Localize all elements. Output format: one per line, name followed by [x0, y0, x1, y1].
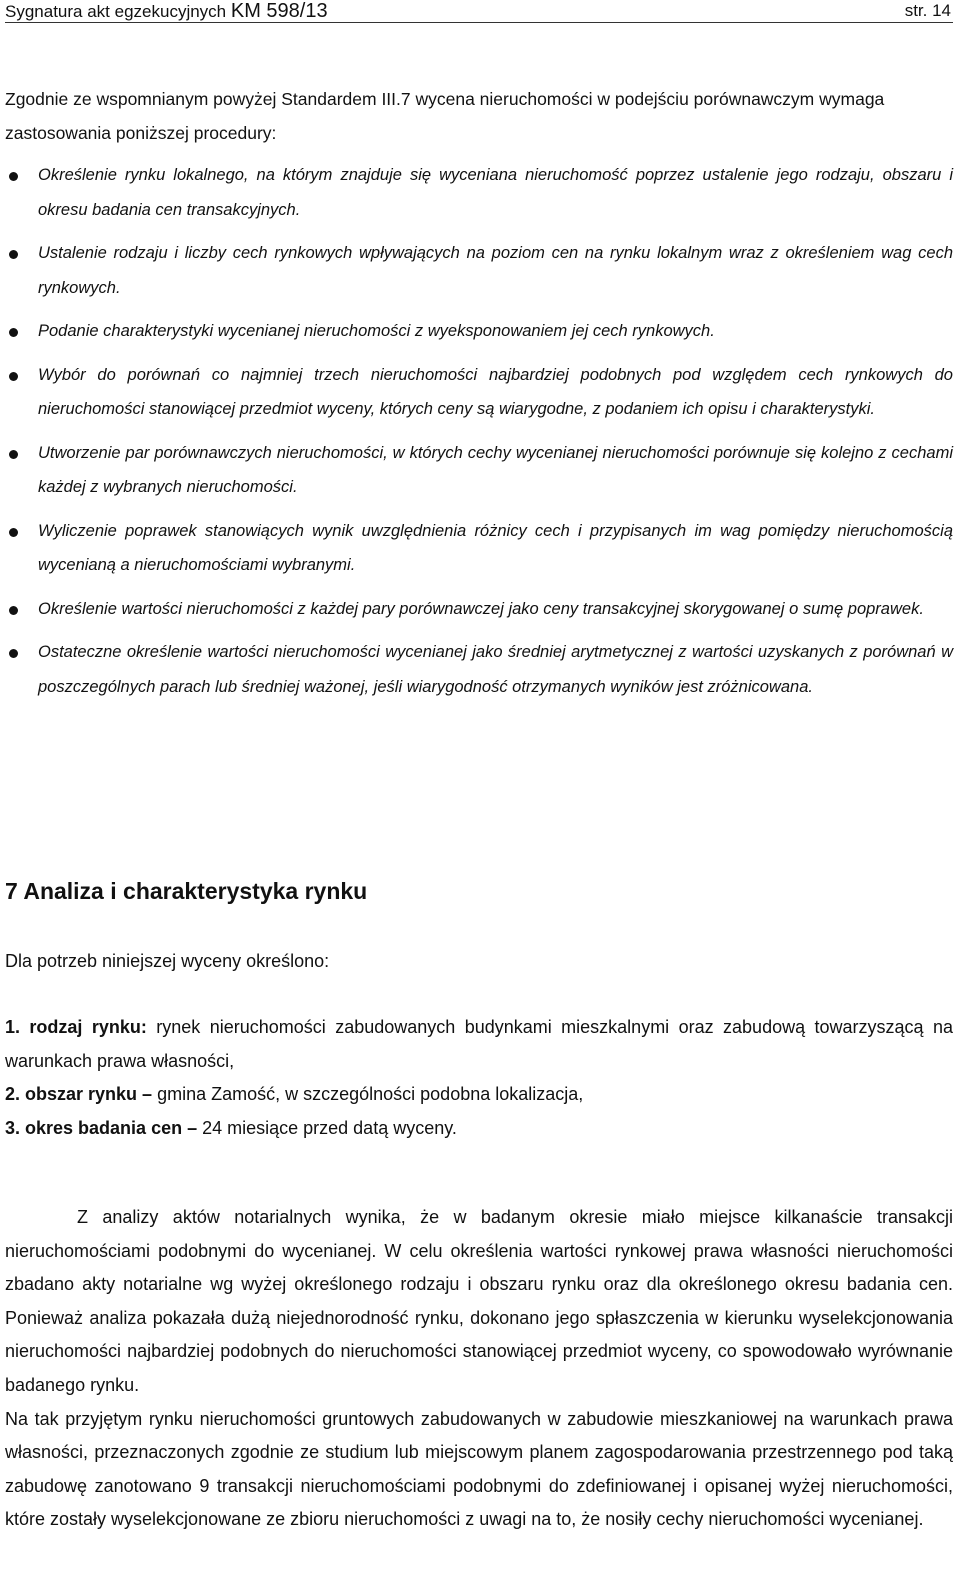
- analysis-paragraph: Na tak przyjętym rynku nieruchomości gruntowych zabudowanych w zabudowie mieszkaniowej na warunkach prawa własności, przeznaczonych zgodnie ze studium lub miejscowym planem zagospodarowania przestrzennego pod taką zabudowę zanotowano 9 transakcji nieruchomościami podobnymi do zdefiniowanej i opisanej wyżej nieruchomości, które zostały wyselekcjonowane ze zbioru nieruchomości z uwagi na to, że nosiły cechy nieruchomości wycenianej.: [5, 1408, 953, 1530]
- list-item-text: Ostateczne określenie wartości nieruchomości wycenianej jako średniej arytmetycznej z wartości uzyskanych z porównań w poszczególnych parach lub średniej ważonej, jeśli wiarygodność otrzymanych wyników jest zróżnicowana.: [38, 643, 953, 696]
- list-item-text: Wybór do porównań co najmniej trzech nieruchomości najbardziej podobnych pod względem cech rynkowych do nieruchomości stanowiącej przedmiot wyceny, których ceny są wiarygodne, z podaniem ich opisu i charakterystyki.: [38, 365, 953, 418]
- list-item: [5, 314, 953, 349]
- intro-paragraph: Zgodnie ze wspomnianym powyżej Standardem III.7 wycena nieruchomości w podejściu porównawczym wymaga zastosowania poniższej procedury:: [5, 89, 885, 143]
- list-item: [5, 635, 953, 704]
- bullet-icon: [9, 172, 18, 181]
- list-item: [5, 1112, 953, 1146]
- section-title: 7 Analiza i charakterystyka rynku: [5, 878, 368, 904]
- analysis-paragraph: Z analizy aktów notarialnych wynika, że w badanym okresie miało miejsce kilkanaście transakcji nieruchomościami podobnymi do wycenianej. W celu określenia wartości rynkowej prawa własności nieruchomości zbadano akty notarialne wg wyżej określonego rodzaju i obszaru rynku oraz dla określonego okresu badania cen. Ponieważ analiza pokazała dużą niejednorodność rynku, dokonano jego spłaszczenia w kierunku wyselekcjonowania nieruchomości najbardziej podobnych do nieruchomości stanowiącej przedmiot wyceny, co spowodowało wyrównanie badanego rynku.: [5, 1207, 953, 1395]
- procedure-list: [5, 158, 953, 713]
- list-item: [5, 436, 953, 505]
- item-key: 1. rodzaj rynku:: [5, 1017, 147, 1037]
- bullet-icon: [9, 649, 18, 658]
- analysis-text: [5, 1201, 953, 1537]
- bullet-icon: [9, 606, 18, 615]
- list-item-text: Określenie rynku lokalnego, na którym znajduje się wyceniana nieruchomość poprzez ustalenie jego rodzaju, obszaru i okresu badania cen transakcyjnych.: [38, 166, 953, 219]
- bullet-icon: [9, 328, 18, 337]
- case-number: KM 598/13: [230, 0, 328, 22]
- bullet-icon: [9, 528, 18, 537]
- list-item-text: Wyliczenie poprawek stanowiących wynik uwzględnienia różnicy cech i przypisanych im wag pomiędzy nieruchomością wycenianą a nieruchomościami wybranymi.: [38, 521, 953, 574]
- list-item: [5, 1078, 953, 1112]
- list-item: [5, 358, 953, 427]
- bullet-icon: [9, 372, 18, 381]
- page-number: str. 14: [904, 1, 951, 20]
- item-value: gmina Zamość, w szczególności podobna lokalizacja,: [152, 1084, 584, 1104]
- list-item: [5, 514, 953, 583]
- list-item: [5, 592, 953, 627]
- market-definition-list: [5, 1011, 953, 1145]
- list-item-text: Utworzenie par porównawczych nieruchomości, w których cechy wycenianej nieruchomości porównuje się kolejno z cechami każdej z wybranych nieruchomości.: [38, 443, 953, 496]
- bullet-icon: [9, 250, 18, 259]
- header-signature: [5, 0, 328, 23]
- list-item: [5, 236, 953, 305]
- list-item: [5, 1011, 953, 1078]
- section-lead: Dla potrzeb niniejszej wyceny określono:: [5, 951, 330, 971]
- list-item-text: Podanie charakterystyki wycenianej nieruchomości z wyeksponowaniem jej cech rynkowych.: [38, 322, 715, 340]
- item-value: 24 miesiące przed datą wyceny.: [197, 1117, 457, 1138]
- item-value: rynek nieruchomości zabudowanych budynkami mieszkalnymi oraz zabudową towarzyszącą na warunkach prawa własności,: [5, 1017, 953, 1071]
- page-header: [5, 0, 953, 23]
- bullet-icon: [9, 450, 18, 459]
- item-key: 3. okres badania cen –: [5, 1117, 198, 1138]
- list-item: [5, 158, 953, 227]
- item-key: 2. obszar rynku –: [5, 1084, 153, 1104]
- list-item-text: Określenie wartości nieruchomości z każdej pary porównawczej jako ceny transakcyjnej skorygowanej o sumę poprawek.: [38, 599, 924, 618]
- header-signature-label: Sygnatura akt egzekucyjnych: [5, 2, 231, 21]
- list-item-text: Ustalenie rodzaju i liczby cech rynkowych wpływających na poziom cen na rynku lokalnym wraz z określeniem wag cech rynkowych.: [38, 244, 953, 297]
